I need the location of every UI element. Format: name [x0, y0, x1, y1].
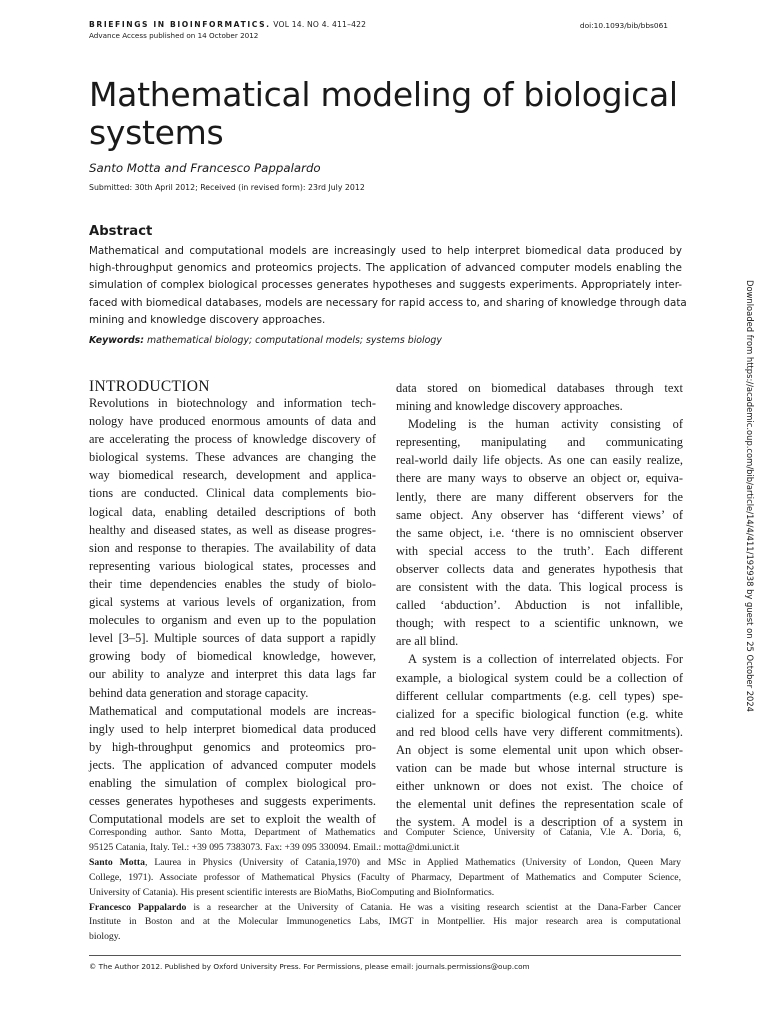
body-line: level [3–5]. Multiple sources of data support a rapidly	[89, 631, 376, 646]
body-line: growing body of biomedical knowledge, however,	[89, 649, 376, 664]
footer-divider	[89, 955, 681, 956]
body-line: An object is some elemental unit upon which obser-	[396, 742, 683, 757]
body-line: real-world daily life objects. As one can easily realize,	[396, 453, 683, 468]
abstract-heading: Abstract	[89, 224, 153, 239]
body-line: though; with respect to a scientific unknown, we	[396, 616, 683, 631]
body-line: way biomedical research, development and applica-	[89, 468, 376, 483]
body-line: gical systems at various levels of organization, from	[89, 595, 376, 610]
abstract-line: Mathematical and computational models are increasingly used to help interpret biomedical data produced by	[89, 245, 682, 257]
volume-info: VOL 14. NO 4. 411–422	[273, 20, 367, 29]
body-line: jects. The application of advanced computer models	[89, 757, 376, 772]
body-line: tions are conducted. Clinical data complements bio-	[89, 486, 376, 501]
body-line: lently, there are many different observers for the	[396, 489, 683, 504]
introduction-right-column	[396, 379, 683, 831]
abstract-text	[89, 243, 687, 329]
footnote-line: University of Catania). His present scientific interests are BioMaths, BioComputing and BioInformatics.	[89, 886, 495, 898]
introduction-left-column	[89, 394, 376, 828]
body-line: observer collects data and generates hypothesis that	[396, 561, 683, 576]
body-line: logical data, enabling detailed descriptions of both	[89, 504, 376, 519]
doi-link[interactable]: doi:10.1093/bib/bbs061	[579, 21, 668, 30]
keywords-label: Keywords:	[89, 335, 144, 346]
author-list: Santo Motta and Francesco Pappalardo	[89, 161, 321, 175]
body-line: representing various biological states, processes and	[89, 558, 376, 573]
body-line: Modeling is the human activity consisting of	[408, 417, 683, 432]
footnote-line: Institute in Boston and at the Molecular Immunogenetics Labs, IMGT in Montpellier. His major research area is computational	[89, 916, 681, 928]
body-line: data stored on biomedical databases through text	[396, 381, 683, 395]
body-line: representing, manipulating and communicating	[396, 435, 683, 450]
paper-title: Mathematical modeling of biological systems	[89, 75, 678, 152]
body-line: are consistent with the data. This logical process is	[396, 580, 683, 595]
keywords	[89, 335, 442, 346]
download-watermark-text: Downloaded from https://academic.oup.com/bib/article/14/4/411/192938 by guest on 25 October 2024	[745, 280, 755, 713]
body-line: same object. Any observer has ‘different views’ of	[396, 507, 683, 522]
author-footnotes	[89, 826, 681, 945]
author-name-pappalardo: Francesco Pappalardo	[89, 901, 187, 913]
introduction-heading: INTRODUCTION	[89, 378, 210, 395]
body-line: enabling the simulation of complex biological pro-	[89, 775, 376, 790]
abstract-line: simulation of complex biological processes generates hypotheses and suggests experiments. Appropriately inter-	[89, 279, 682, 292]
body-line: Mathematical and computational models are increas-	[89, 703, 376, 718]
author-name-motta: Santo Motta	[89, 856, 145, 868]
body-line: healthy and diseased states, as well as disease progres-	[89, 522, 376, 537]
body-line: behind data generation and storage capacity.	[89, 685, 309, 700]
submission-dates: Submitted: 30th April 2012; Received (in revised form): 23rd July 2012	[89, 183, 365, 192]
footnote-text: is a researcher at the University of Catania. He was a visiting research scientist at the Dana-Farber Cancer	[186, 901, 681, 913]
body-line: the system. A model is a description of a system in	[396, 815, 683, 830]
body-line: different cellular compartments (e.g. cell types) spe-	[396, 688, 683, 703]
footnote-line: College, 1971). Associate professor of Mathematical Physics (Faculty of Pharmacy, Department of Mathematics and Computer Science,	[89, 871, 681, 883]
body-line: molecules to organism and even up to the population	[89, 613, 376, 628]
body-line: are accelerating the process of knowledge discovery of	[89, 432, 376, 447]
body-line: vation can be made but whose internal structure is	[396, 760, 683, 775]
body-line: their time dependencies enables the study of biolo-	[89, 576, 376, 591]
body-line: called ‘abduction’. Abduction is not infallible,	[396, 598, 683, 613]
body-line: mining and knowledge discovery approaches.	[396, 399, 623, 414]
footnote-line: biology.	[89, 931, 121, 943]
footnote-line: Corresponding author. Santo Motta, Department of Mathematics and Computer Science, University of Catania, V.le A. Doria, 6,	[89, 827, 681, 838]
body-line: biological systems. These advances are changing the	[89, 450, 376, 465]
copyright-notice: © The Author 2012. Published by Oxford University Press. For Permissions, please email: journals.permissions@oup.com	[89, 962, 530, 971]
body-line: with special access to the truth’. Each different	[396, 543, 683, 558]
body-line: sion and response to therapies. The availability of data	[89, 540, 376, 555]
footnote-line	[89, 901, 681, 916]
body-line: the same object, i.e. ‘there is no omniscient observer	[396, 525, 683, 540]
abstract-line: faced with biomedical databases, models are necessary for rapid access to, and sharing of knowledge through data	[89, 296, 687, 309]
body-line: the elemental unit defines the representation scale of	[396, 797, 683, 812]
advance-access-note: Advance Access published on 14 October 2012	[89, 31, 259, 40]
body-line: there are many ways to observe an object or, equiva-	[396, 471, 683, 486]
body-line: and red blood cells have very different commitments).	[396, 724, 683, 739]
footnote-line: 95125 Catania, Italy. Tel.: +39 095 7383073. Fax: +39 095 330094. Email.: motta@dmi.unict.it	[89, 841, 460, 853]
footnote-line	[89, 856, 681, 871]
download-watermark	[741, 280, 761, 750]
abstract-line: mining and knowledge discovery approaches.	[89, 313, 326, 326]
body-line: A system is a collection of interrelated objects. For	[408, 652, 683, 667]
body-line: are all blind.	[396, 634, 459, 649]
journal-name: BRIEFINGS IN BIOINFORMATICS.	[89, 20, 271, 29]
body-line: cesses generates hypotheses and suggests experiments.	[89, 794, 376, 809]
body-line: example, a biological system could be a collection of	[396, 670, 683, 685]
keywords-list: mathematical biology; computational models; systems biology	[146, 335, 442, 346]
body-line: ingly used to help interpret biomedical data produced	[89, 721, 376, 736]
footnote-text: , Laurea in Physics (University of Catania,1970) and MSc in Applied Mathematics (University of London, Queen Mary	[144, 856, 681, 868]
journal-header	[89, 20, 366, 29]
body-line: our ability to analyze and interpret this data lags far	[89, 667, 376, 682]
abstract-line: high-throughput genomics and proteomics projects. The application of advanced computer models enabling the	[89, 262, 682, 275]
body-line: cialized for a specific biological function (e.g. white	[396, 706, 683, 721]
body-line: Revolutions in biotechnology and information tech-	[89, 396, 376, 410]
body-line: Computational models are set to exploit the wealth of	[89, 812, 376, 827]
body-line: nology have produced enormous amounts of data and	[89, 414, 376, 429]
body-line: by high-throughput genomics and proteomics pro-	[89, 739, 376, 754]
body-line: either unknown or does not exist. The choice of	[396, 779, 683, 794]
